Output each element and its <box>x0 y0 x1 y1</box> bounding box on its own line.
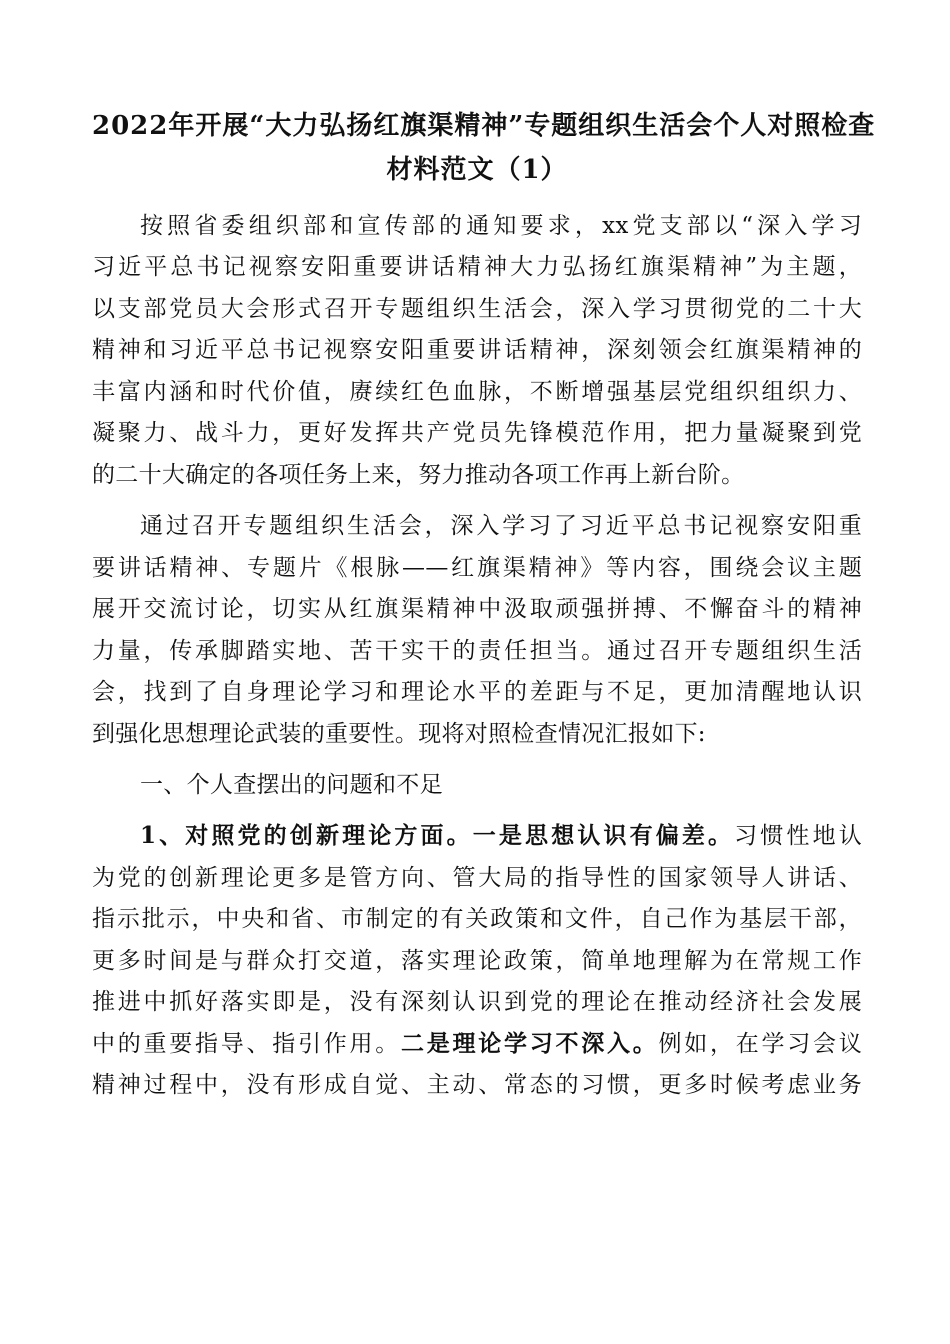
paragraph-1-line: 的二十大确定的各项任务上来，努力推动各项工作再上新台阶。 <box>92 462 745 488</box>
item-1-line: 更多时间是与群众打交道，落实理论政策，简单地理解为在常规工作 <box>92 948 862 974</box>
paragraph-1-line: 丰富内涵和时代价值，赓续红色血脉，不断增强基层党组织组织力、 <box>92 379 862 405</box>
item-1-line-1 <box>140 816 862 856</box>
item-1-text: 例如，在学习会议 <box>658 1031 863 1057</box>
paragraph-1-line: 按照省委组织部和宣传部的通知要求，xx党支部以“深入学习 <box>140 213 862 239</box>
item-1-bold-subheading: 二是理论学习不深入。 <box>400 1030 659 1057</box>
paragraph-1-line: 以支部党员大会形式召开专题组织生活会，深入学习贯彻党的二十大 <box>92 296 862 322</box>
paragraph-2-line: 力量，传承脚踏实地、苦干实干的责任担当。通过召开专题组织生活 <box>92 638 862 664</box>
paragraph-2-line: 要讲话精神、专题片《根脉——红旗渠精神》等内容，围绕会议主题 <box>92 555 862 581</box>
item-1-text: 习惯性地认 <box>734 823 863 849</box>
paragraph-2-line: 展开交流讨论，切实从红旗渠精神中汲取顽强拼搏、不懈奋斗的精神 <box>92 596 862 622</box>
paragraph-1-line: 习近平总书记视察安阳重要讲话精神大力弘扬红旗渠精神”为主题， <box>92 254 862 280</box>
document-title-line-2: 材料范文（1） <box>386 155 568 185</box>
document-title-line-1: 2022年开展“大力弘扬红旗渠精神”专题组织生活会个人对照检查 <box>92 111 876 141</box>
section-heading: 一、个人查摆出的问题和不足 <box>140 772 443 798</box>
item-1-line: 精神过程中，没有形成自觉、主动、常态的习惯，更多时候考虑业务 <box>92 1072 862 1098</box>
paragraph-2-line: 通过召开专题组织生活会，深入学习了习近平总书记视察安阳重 <box>140 513 862 539</box>
item-1-text: 中的重要指导、指引作用。 <box>92 1031 401 1057</box>
item-1-line: 推进中抓好落实即是，没有深刻认识到党的理论在推动经济社会发展 <box>92 989 862 1015</box>
item-1-bold-heading: 1、对照党的创新理论方面。一是思想认识有偏差。 <box>140 822 735 849</box>
paragraph-2-line: 会，找到了自身理论学习和理论水平的差距与不足，更加清醒地认识 <box>92 679 862 705</box>
item-1-line: 为党的创新理论更多是管方向、管大局的指导性的国家领导人讲话、 <box>92 865 862 891</box>
paragraph-1-line: 凝聚力、战斗力，更好发挥共产党员先锋模范作用，把力量凝聚到党 <box>92 420 862 446</box>
item-1-line-6 <box>92 1024 862 1064</box>
paragraph-1-line: 精神和习近平总书记视察安阳重要讲话精神，深刻领会红旗渠精神的 <box>92 337 862 363</box>
item-1-line: 指示批示，中央和省、市制定的有关政策和文件，自己作为基层干部， <box>92 906 862 932</box>
paragraph-2-line: 到强化思想理论武装的重要性。现将对照检查情况汇报如下: <box>92 721 706 747</box>
